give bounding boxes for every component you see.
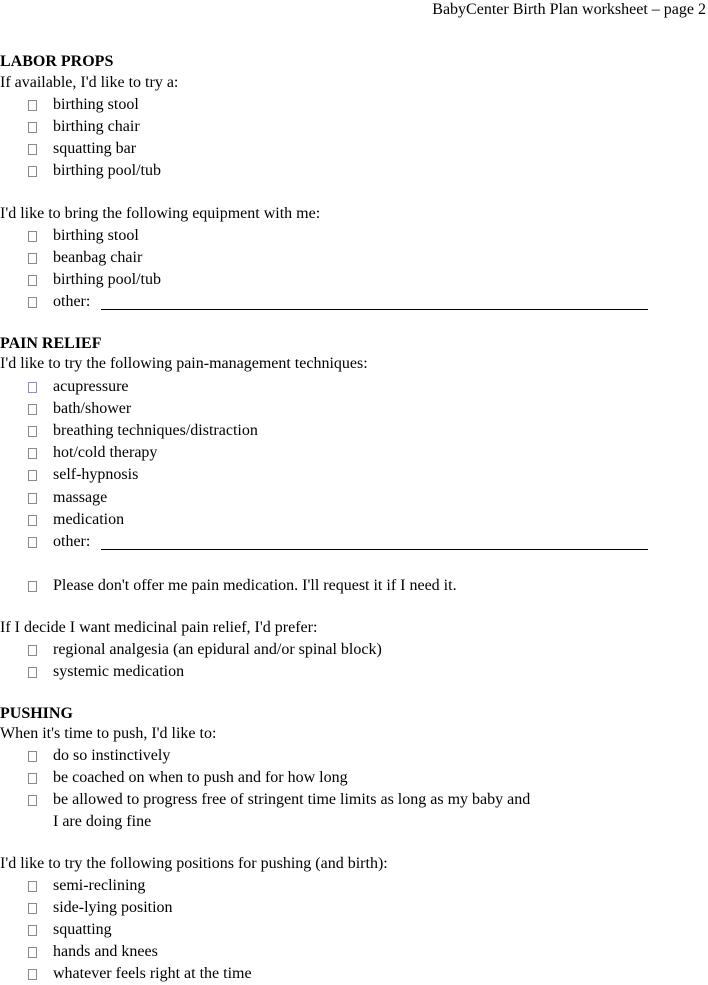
checkbox[interactable] [28,382,37,393]
checkbox-item[interactable] [28,575,457,597]
checkbox-item[interactable] [28,509,124,531]
checkbox[interactable] [28,925,37,936]
checkbox-label: other: [53,293,91,310]
checkbox[interactable] [28,448,37,459]
checkbox-item[interactable] [28,94,139,116]
checkbox[interactable] [28,122,37,133]
checkbox[interactable] [28,667,37,678]
checkbox-label: be coached on when to push and for how long [53,769,348,786]
checkbox-label: self-hypnosis [53,466,139,483]
section-title-labor-props: LABOR PROPS [0,53,114,70]
checkbox[interactable] [28,166,37,177]
checkbox-label: systemic medication [53,663,185,680]
other-fill-line[interactable] [101,535,648,550]
checkbox[interactable] [28,253,37,264]
checkbox-label: hands and knees [53,943,158,960]
checkbox-item[interactable] [28,225,139,247]
pushing-intro: When it's time to push, I'd like to: [0,725,217,742]
checkbox[interactable] [28,947,37,958]
checkbox-item[interactable] [28,376,129,398]
checkbox-item[interactable] [28,661,184,683]
checkbox-label: hot/cold therapy [53,444,158,461]
checkbox-item[interactable] [28,875,145,897]
checkbox-item[interactable] [28,247,142,269]
checkbox-label: squatting [53,921,112,938]
checkbox-label: acupressure [53,378,129,395]
checkbox-label: birthing stool [53,96,139,113]
checkbox-label: do so instinctively [53,747,171,764]
checkbox-label: birthing pool/tub [53,271,161,288]
checkbox[interactable] [28,231,37,242]
checkbox-label: massage [53,489,108,506]
checkbox-item[interactable] [28,745,170,767]
positions-intro: I'd like to try the following positions for pushing (and birth): [0,855,388,872]
checkbox-item[interactable] [28,897,173,919]
checkbox[interactable] [28,297,37,308]
checkbox[interactable] [28,100,37,111]
checkbox-label: squatting bar [53,140,137,157]
other-fill-line[interactable] [101,295,648,310]
checkbox-label: bath/shower [53,400,132,417]
equipment-intro: I'd like to bring the following equipment with me: [0,205,321,222]
checkbox[interactable] [28,537,37,548]
checkbox-item[interactable] [28,398,131,420]
checkbox-label: birthing stool [53,227,139,244]
checkbox-label: semi-reclining [53,877,146,894]
page-header: BabyCenter Birth Plan worksheet – page 2 [432,1,706,18]
checkbox-item[interactable] [28,919,112,941]
checkbox-label: regional analgesia (an epidural and/or spinal block) [53,641,382,658]
checkbox-item[interactable] [28,420,258,442]
checkbox[interactable] [28,275,37,286]
checkbox-label: whatever feels right at the time [53,965,252,982]
checkbox[interactable] [28,903,37,914]
checkbox[interactable] [28,470,37,481]
checkbox-item-other[interactable] [28,531,648,553]
checkbox[interactable] [28,795,37,806]
checkbox-label: beanbag chair [53,249,143,266]
checkbox[interactable] [28,515,37,526]
checkbox-label: Please don't offer me pain medication. I'll request it if I need it. [53,577,457,594]
checkbox-item[interactable] [28,767,348,789]
checkbox[interactable] [28,581,37,592]
checkbox-label-line: I are doing fine [53,813,152,830]
section-title-pain-relief: PAIN RELIEF [0,335,102,352]
checkbox-label: other: [53,533,91,550]
checkbox-label: side-lying position [53,899,173,916]
checkbox-item[interactable] [28,442,157,464]
checkbox-item[interactable] [28,464,138,486]
checkbox[interactable] [28,969,37,980]
checkbox-item-other[interactable] [28,291,648,313]
checkbox-label-line: be allowed to progress free of stringent time limits as long as my baby and [53,791,531,808]
checkbox[interactable] [28,881,37,892]
checkbox[interactable] [28,773,37,784]
checkbox[interactable] [28,645,37,656]
checkbox-label: medication [53,511,125,528]
checkbox-label: breathing techniques/distraction [53,422,258,439]
checkbox-item[interactable] [28,116,140,138]
checkbox-label [53,789,530,833]
checkbox-item[interactable] [28,941,158,963]
section-title-pushing: PUSHING [0,705,73,722]
checkbox-item[interactable] [28,789,530,833]
checkbox[interactable] [28,144,37,155]
checkbox[interactable] [28,493,37,504]
labor-props-intro: If available, I'd like to try a: [0,74,179,91]
pain-relief-intro: I'd like to try the following pain-management techniques: [0,355,368,372]
checkbox-label: birthing pool/tub [53,162,161,179]
checkbox-item[interactable] [28,160,161,182]
checkbox-item[interactable] [28,269,161,291]
checkbox-item[interactable] [28,639,382,661]
checkbox-item[interactable] [28,963,252,985]
checkbox-label: birthing chair [53,118,140,135]
checkbox[interactable] [28,751,37,762]
checkbox[interactable] [28,404,37,415]
checkbox[interactable] [28,426,37,437]
medicinal-relief-intro: If I decide I want medicinal pain relief, I'd prefer: [0,619,318,636]
checkbox-item[interactable] [28,138,136,160]
checkbox-item[interactable] [28,487,107,509]
